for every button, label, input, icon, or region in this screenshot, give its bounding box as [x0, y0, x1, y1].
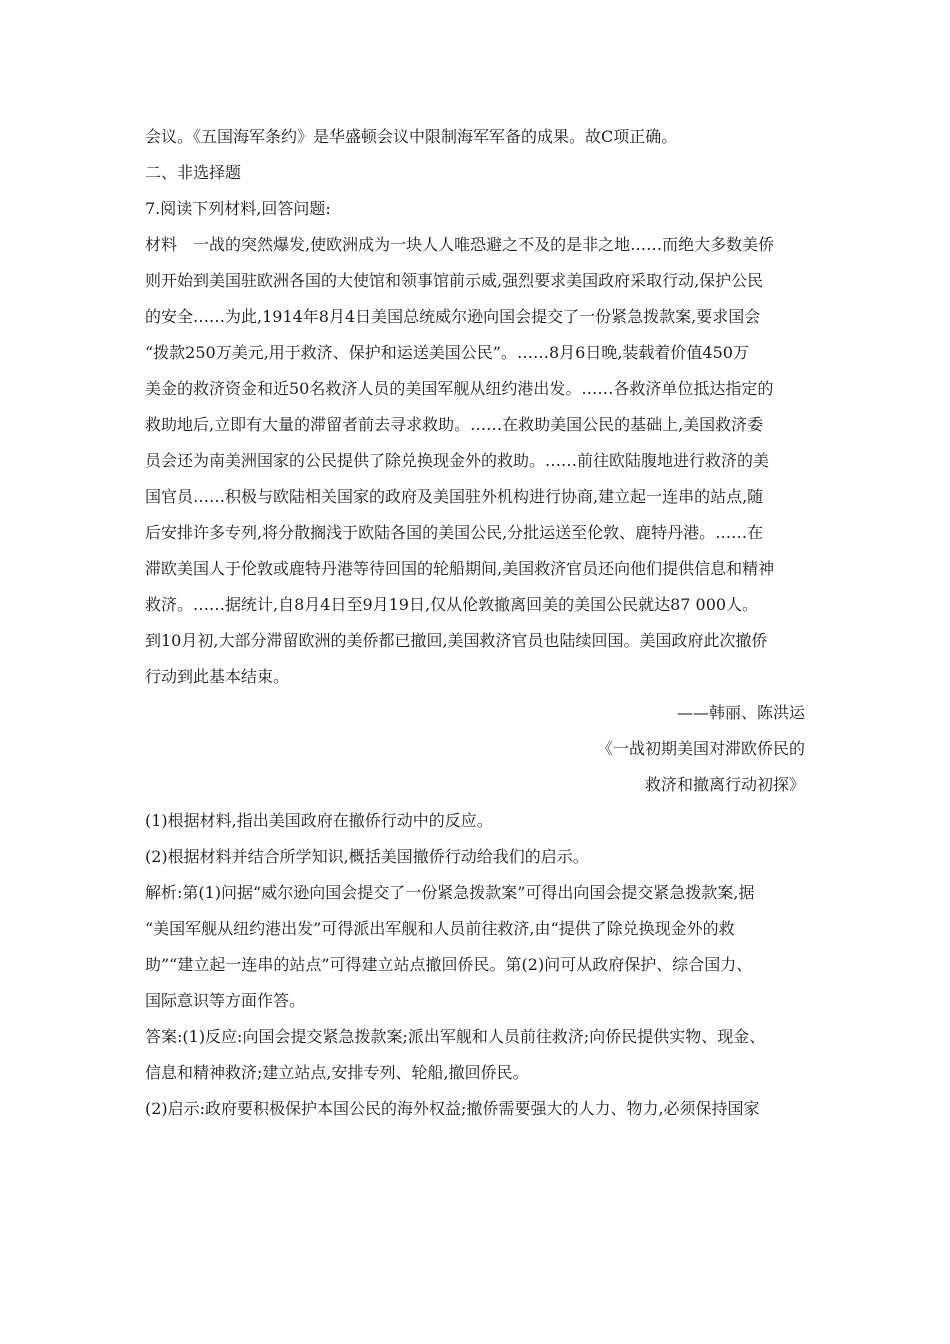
text-line: 会议。《五国海军条约》是华盛顿会议中限制海军军备的成果。故C项正确。	[145, 127, 678, 146]
sub-question-1: (1)根据材料,指出美国政府在撤侨行动中的反应。	[145, 811, 493, 830]
material-line: 救济。……据统计,自8月4日至9月19日,仅从伦敦撤离回美的美国公民就达87 000人。	[145, 595, 759, 614]
sub-question-2: (2)根据材料并结合所学知识,概括美国撤侨行动给我们的启示。	[145, 847, 589, 866]
material-line: 滞欧美国人于伦敦或鹿特丹港等待回国的轮船期间,美国救济官员还向他们提供信息和精神	[145, 559, 775, 578]
source-title: 《一战初期美国对滞欧侨民的	[596, 739, 805, 758]
material-line: “拨款250万美元,用于救济、保护和运送美国公民”。……8月6日晚,装载着价值450万	[145, 343, 749, 362]
material-line: 的安全……为此,1914年8月4日美国总统威尔逊向国会提交了一份紧急拨款案,要求国会	[145, 307, 761, 326]
material-line: 美金的救济资金和近50名救济人员的美国军舰从纽约港出发。……各救济单位抵达指定的	[145, 379, 774, 398]
analysis-line: 国际意识等方面作答。	[145, 991, 306, 1010]
material-line: 材料 一战的突然爆发,使欧洲成为一块人人唯恐避之不及的是非之地……而绝大多数美侨	[145, 235, 775, 254]
section-heading: 二、非选择题	[145, 163, 242, 182]
analysis-line: “美国军舰从纽约港出发”可得派出军舰和人员前往救济,由“提供了除兑换现金外的救	[145, 919, 735, 938]
material-line: 国官员……积极与欧陆相关国家的政府及美国驻外机构进行协商,建立起一连串的站点,随	[145, 487, 764, 506]
answer-line: (2)启示:政府要积极保护本国公民的海外权益;撤侨需要强大的人力、物力,必须保持国家	[145, 1099, 760, 1118]
material-line: 后安排许多专列,将分散搁浅于欧陆各国的美国公民,分批运送至伦敦、鹿特丹港。……在	[145, 523, 764, 542]
question-title: 7.阅读下列材料,回答问题:	[145, 199, 331, 218]
material-line: 员会还为南美洲国家的公民提供了除兑换现金外的救助。……前往欧陆腹地进行救济的美	[145, 451, 770, 470]
material-line: 行动到此基本结束。	[145, 667, 290, 686]
material-line: 则开始到美国驻欧洲各国的大使馆和领事馆前示威,强烈要求美国政府采取行动,保护公民	[145, 271, 764, 290]
source-authors: ——韩丽、陈洪运	[676, 703, 805, 722]
material-line: 到10月初,大部分滞留欧洲的美侨都已撤回,美国救济官员也陆续回国。美国政府此次撤侨	[145, 631, 768, 650]
analysis-line: 解析:第(1)问据“威尔逊向国会提交了一份紧急拨款案”可得出向国会提交紧急拨款案,据	[145, 883, 755, 902]
source-title-cont: 救济和撤离行动初探》	[644, 775, 805, 794]
answer-line: 信息和精神救济;建立站点,安排专列、轮船,撤回侨民。	[145, 1063, 529, 1082]
material-line: 救助地后,立即有大量的滞留者前去寻求救助。……在救助美国公民的基础上,美国救济委	[145, 415, 764, 434]
answer-line: 答案:(1)反应:向国会提交紧急拨款案;派出军舰和人员前往救济;向侨民提供实物、现金、	[145, 1027, 766, 1046]
analysis-line: 助”“建立起一连串的站点”可得建立站点撤回侨民。第(2)问可从政府保护、综合国力、	[145, 955, 753, 974]
